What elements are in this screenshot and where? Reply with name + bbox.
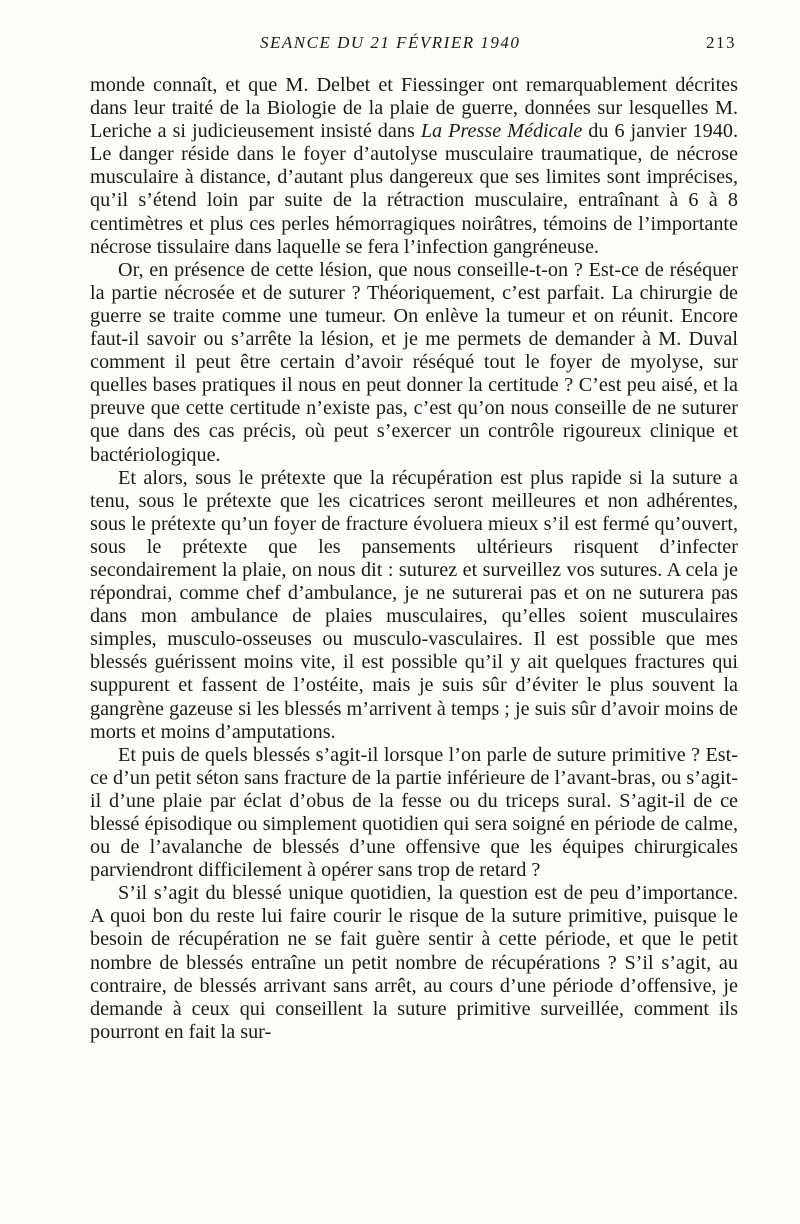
paragraph-1-text-a: monde connaît, et que M. Delbet et Fiessinger ont remarquablement décrites dans leur traité de la Biologie de la plaie de guerre, données sur lesquelles M. Leriche a si judicieusement insisté dans xyxy=(90,74,738,143)
paragraph-3: Et alors, sous le prétexte que la récupération est plus rapide si la suture a tenu, sous le prétexte que les cicatrices seront meilleures et non adhérentes, sous le prétexte qu’un foyer de fracture évoluera mieux s’il est fermé qu’ouvert, sous le prétexte que les pansements ultérieurs risquent d’infecter secondairement la plaie, on nous dit : suturez et surveillez vos sutures. A cela je répondrai, comme chef d’ambulance, je ne suturerai pas et on ne suturera pas dans mon ambulance de plaies musculaires, qu’elles soient musculaires simples, musculo-osseuses ou musculo-vasculaires. Il est possible que mes blessés guérissent moins vite, il est possible qu’il y ait quelques fractures qui suppurent et fassent de l’ostéite, mais je suis sûr d’éviter le plus souvent la gangrène gazeuse si les blessés m’arrivent à temps ; je suis sûr d’avoir moins de morts et moins d’amputations. xyxy=(90,466,738,743)
paragraph-5: S’il s’agit du blessé unique quotidien, la question est de peu d’importance. A quoi bon du reste lui faire courir le risque de la suture primitive, puisque le besoin de récupération ne se fait guère sentir à cette période, et que le petit nombre de blessés entraîne un petit nombre de récupérations ? S’il s’agit, au contraire, de blessés arrivant sans arrêt, au cours d’une période d’offensive, je demande à ceux qui conseillent la suture primitive surveillée, comment ils pourront en fait la sur- xyxy=(90,882,738,1043)
running-title: SEANCE DU 21 FÉVRIER 1940 xyxy=(260,33,521,52)
page-number: 213 xyxy=(706,33,736,52)
page-header xyxy=(90,33,738,57)
paragraph-1-text-b: du 6 janvier 1940. Le danger réside dans le foyer d’autolyse musculaire traumatique, de nécrose musculaire à distance, d’autant plus dangereux que ses limites sont imprécises, qu’il s’étend loin par suite de la rétraction musculaire, entraînant à 6 à 8 centimètres et plus ces perles hémorragiques noirâtres, témoins de l’importante nécrose tissulaire dans laquelle se fera l’infection gangréneuse. xyxy=(90,120,739,258)
paragraph-1 xyxy=(90,74,738,259)
journal-title: La Presse Médicale xyxy=(420,120,583,143)
body-text xyxy=(90,74,738,1044)
paragraph-4: Et puis de quels blessés s’agit-il lorsque l’on parle de suture primitive ? Est-ce d’un petit séton sans fracture de la partie inférieure de l’avant-bras, ou s’agit-il d’une plaie par éclat d’obus de la fesse ou du triceps sural. S’agit-il de ce blessé épisodique ou simplement quotidien qui sera soigné en période de calme, ou de l’avalanche de blessés d’une offensive que les équipes chirurgicales parviendront difficilement à opérer sans trop de retard ? xyxy=(90,743,738,882)
paragraph-2: Or, en présence de cette lésion, que nous conseille-t-on ? Est-ce de réséquer la partie nécrosée et de suturer ? Théoriquement, c’est parfait. La chirurgie de guerre se traite comme une tumeur. On enlève la tumeur et on réunit. Encore faut-il savoir ou s’arrête la lésion, et je me permets de demander à M. Duval comment il peut être certain d’avoir réséqué tout le foyer de myolyse, sur quelles bases pratiques il nous en peut donner la certitude ? C’est peu aisé, et la preuve que cette certitude n’existe pas, c’est qu’on nous conseille de ne suturer que dans des cas précis, où peut s’exercer un contrôle rigoureux clinique et bactériologique. xyxy=(90,258,738,466)
